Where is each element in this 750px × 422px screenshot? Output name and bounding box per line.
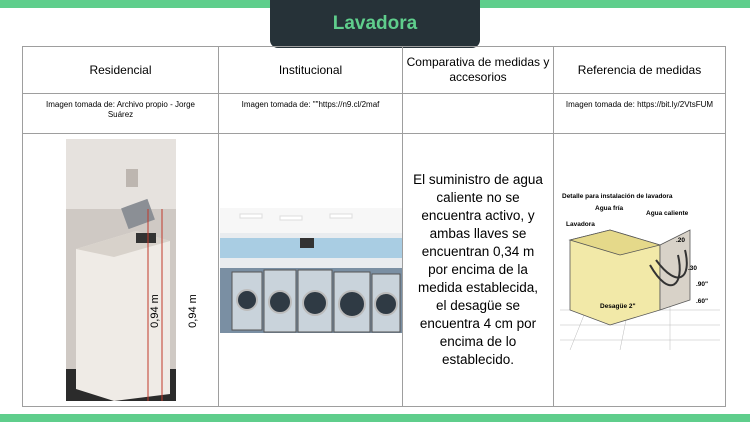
header-row (23, 47, 726, 94)
bottom-accent-bar (0, 414, 750, 422)
label-desague: Desagüe 2" (599, 303, 636, 310)
header-residencial: Residencial (23, 47, 219, 94)
dim-90: .90" (695, 281, 708, 288)
caption-comparativa (403, 94, 554, 134)
header-institucional: Institucional (219, 47, 403, 94)
residential-photo-cell (23, 134, 219, 407)
header-referencia: Referencia de medidas (554, 47, 726, 94)
dim-30: .30 (687, 265, 697, 272)
measure-label-left: 0,94 m (148, 294, 161, 328)
title-tab (270, 0, 480, 48)
comparison-table (22, 46, 726, 407)
reference-diagram-cell (554, 134, 726, 407)
page-title: Lavadora (332, 13, 418, 34)
dim-60: .60" (695, 298, 708, 305)
comparison-description: El suministro de agua caliente no se encuentra activo, y ambas llaves se encuentran 0,34 m por encima de la medida establecida, el desagüe se encuentra 4 cm por encima de lo establecido. (403, 134, 554, 407)
institutional-photo-cell (219, 134, 403, 407)
laundromat-image (220, 208, 402, 333)
measure-label-right: 0,94 m (186, 294, 199, 328)
dim-20: .20 (675, 237, 685, 244)
label-agua-caliente: Agua caliente (645, 210, 688, 217)
diagram-title: Detalle para instalación de lavadora (561, 193, 673, 200)
residential-washer-image (66, 139, 199, 401)
label-agua-fria: Agua fría (594, 205, 623, 212)
caption-row (23, 94, 726, 134)
label-lavadora: Lavadora (565, 221, 595, 228)
content-row (23, 134, 726, 407)
header-comparativa: Comparativa de medidas y accesorios (403, 47, 554, 94)
caption-residencial: Imagen tomada de: Archivo propio - Jorge Suárez (23, 94, 219, 134)
installation-diagram (560, 190, 720, 350)
caption-institucional: Imagen tomada de: ""https://n9.cl/2maf (219, 94, 403, 134)
caption-referencia: Imagen tomada de: https://bit.ly/2VtsFUM (554, 94, 726, 134)
